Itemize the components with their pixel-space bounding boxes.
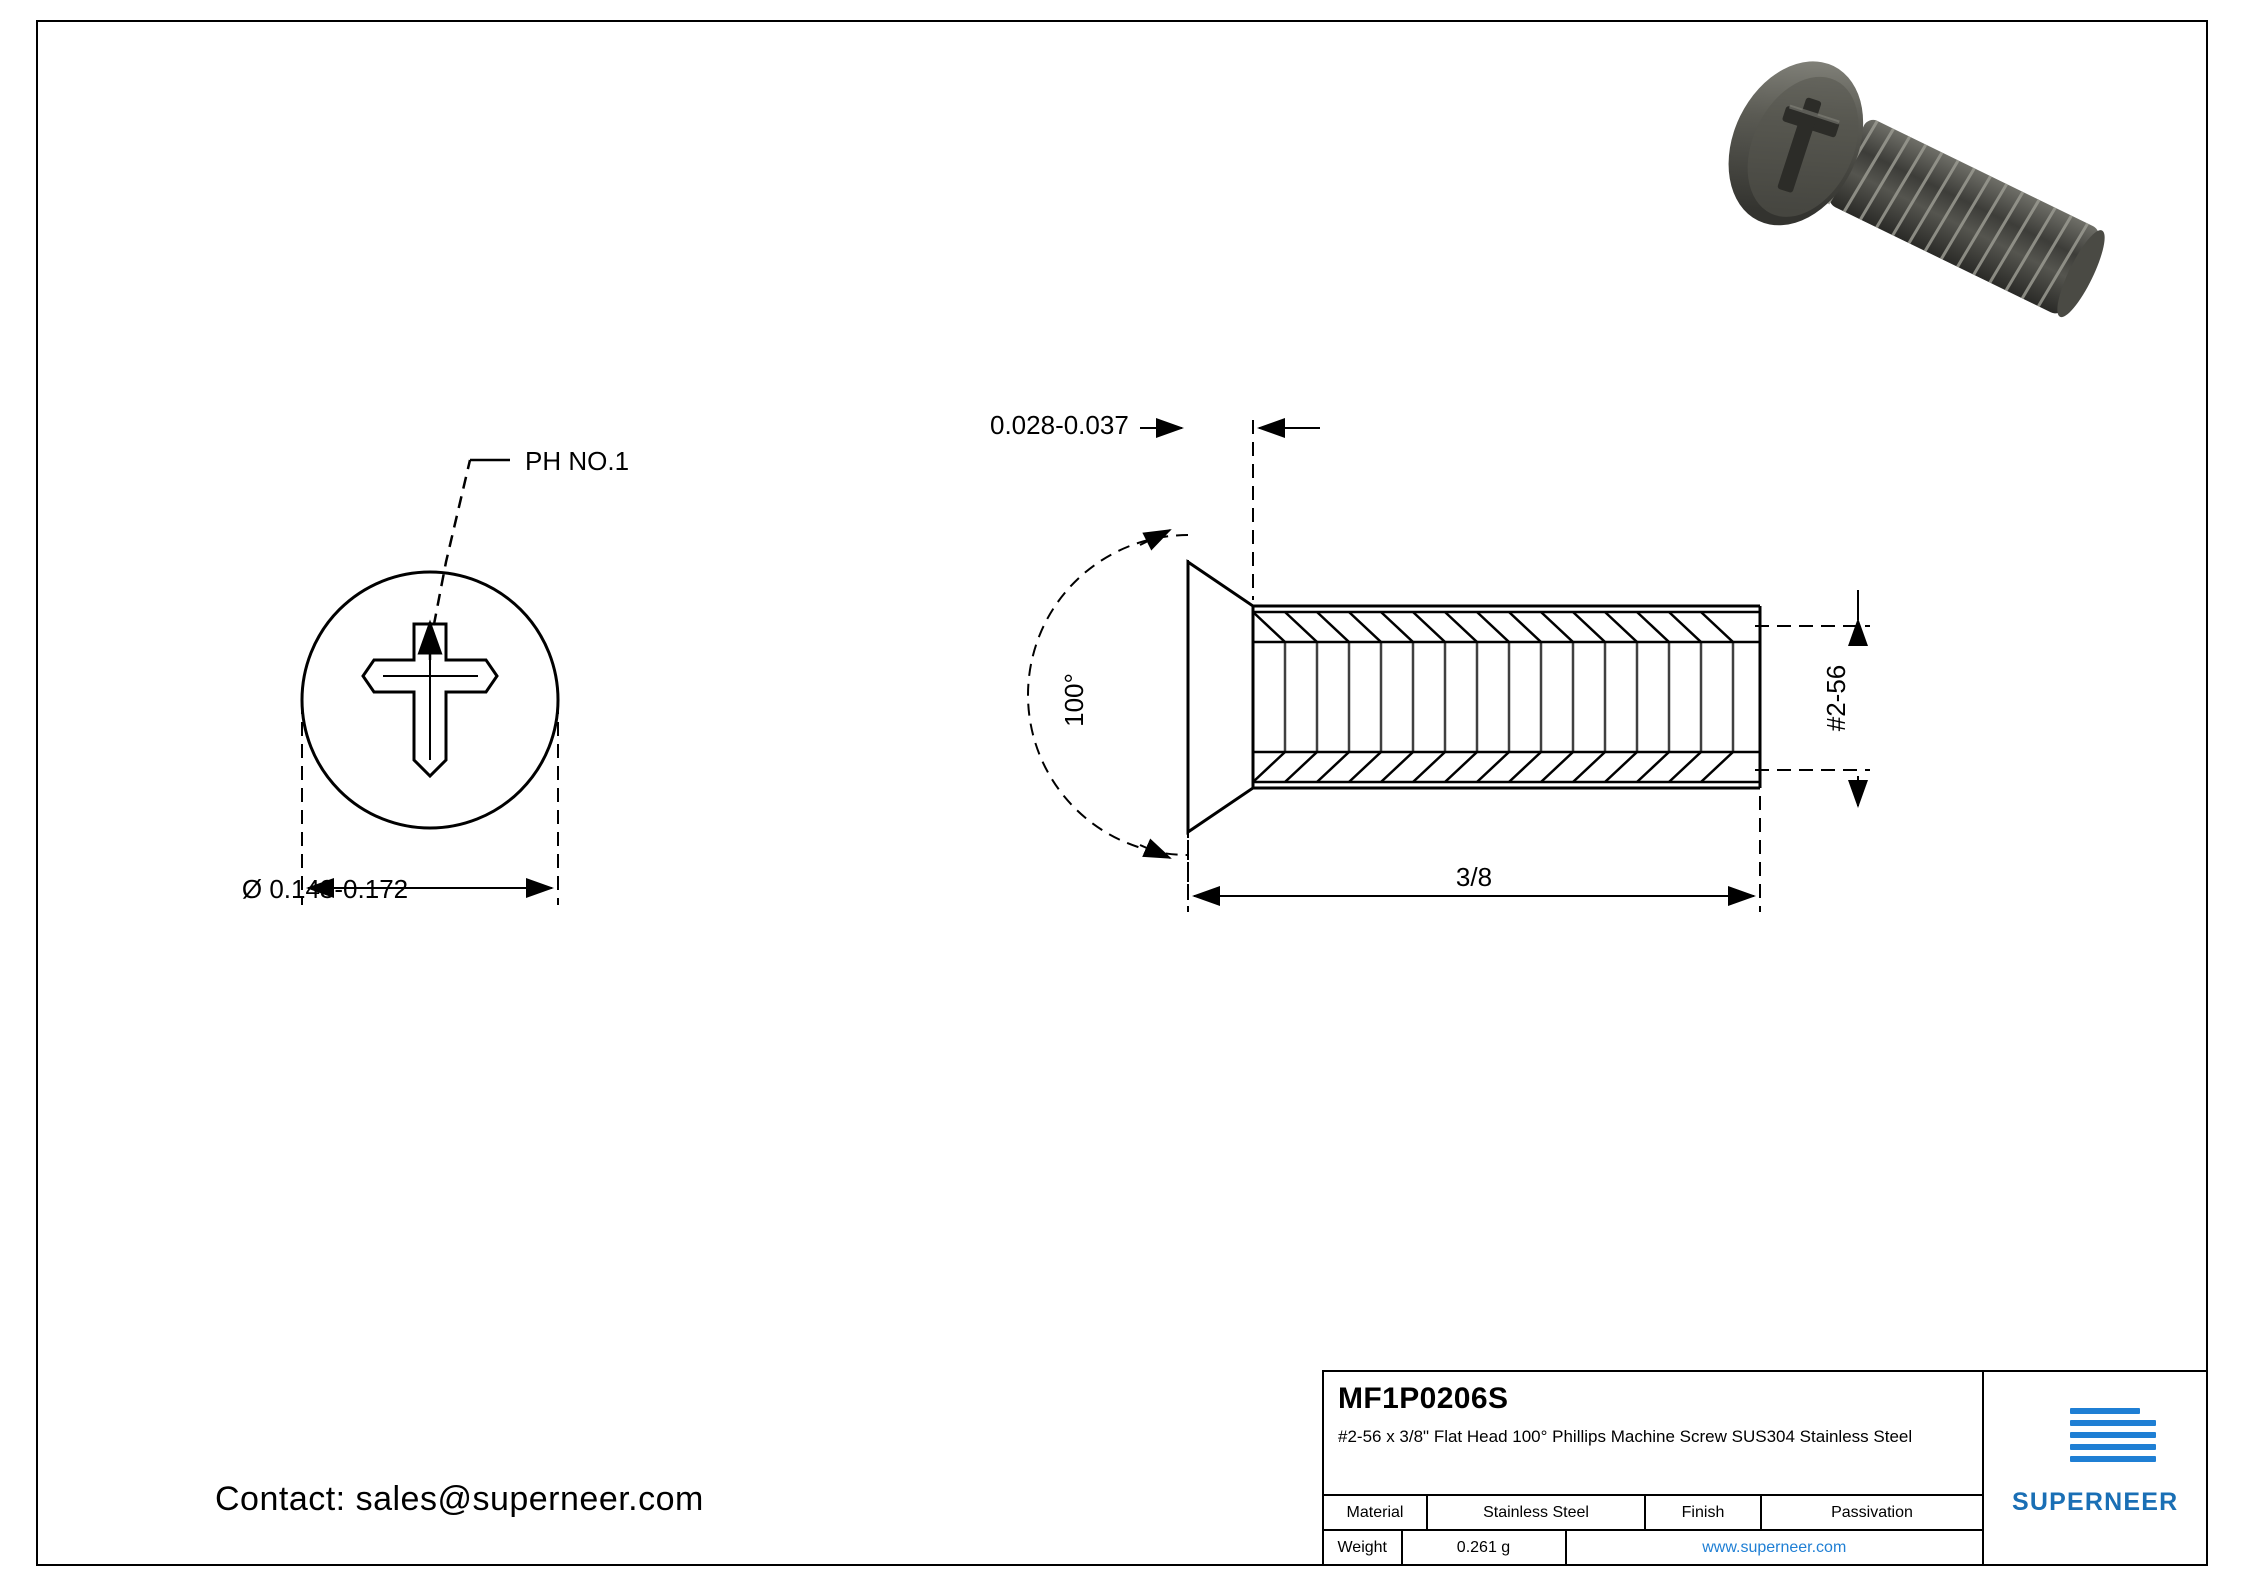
logo-stripes-icon (2070, 1408, 2156, 1470)
part-description: #2-56 x 3/8" Flat Head 100° Phillips Machine Screw SUS304 Stainless Steel (1338, 1427, 1913, 1446)
material-label: Material (1324, 1496, 1428, 1529)
finish-value: Passivation (1831, 1503, 1913, 1521)
length-label: 3/8 (1455, 862, 1493, 892)
driver-leader (430, 460, 510, 660)
finish-label: Finish (1646, 1496, 1762, 1529)
brand-logo (1984, 1372, 2206, 1564)
material-row (1324, 1494, 1982, 1529)
title-block (1322, 1370, 2208, 1566)
brand-name: SUPERNEER (2012, 1488, 2179, 1516)
head-height-label: 0.028-0.037 (990, 410, 1129, 440)
thread-size-dimension (1755, 590, 1870, 806)
head-height-dimension (1140, 420, 1320, 900)
title-block-info (1324, 1372, 1984, 1564)
head-diameter-label: Ø 0.143-0.172 (241, 874, 409, 904)
screw-3d-render (1702, 39, 2112, 322)
thread-size-label: #2-56 (1821, 664, 1851, 732)
material-value: Stainless Steel (1428, 1496, 1646, 1529)
head-angle-dimension (1028, 530, 1188, 858)
side-view (1188, 562, 1760, 832)
website-link[interactable]: www.superneer.com (1702, 1538, 1847, 1556)
length-dimension (1188, 796, 1760, 912)
head-on-view (302, 572, 558, 828)
part-number: MF1P0206S (1338, 1382, 1509, 1415)
weight-label: Weight (1324, 1531, 1403, 1564)
weight-row (1324, 1529, 1982, 1564)
driver-label: PH NO.1 (525, 446, 630, 476)
weight-value: 0.261 g (1403, 1531, 1567, 1564)
contact-text: Contact: sales@superneer.com (215, 1480, 704, 1518)
head-angle-label: 100° (1059, 673, 1089, 727)
